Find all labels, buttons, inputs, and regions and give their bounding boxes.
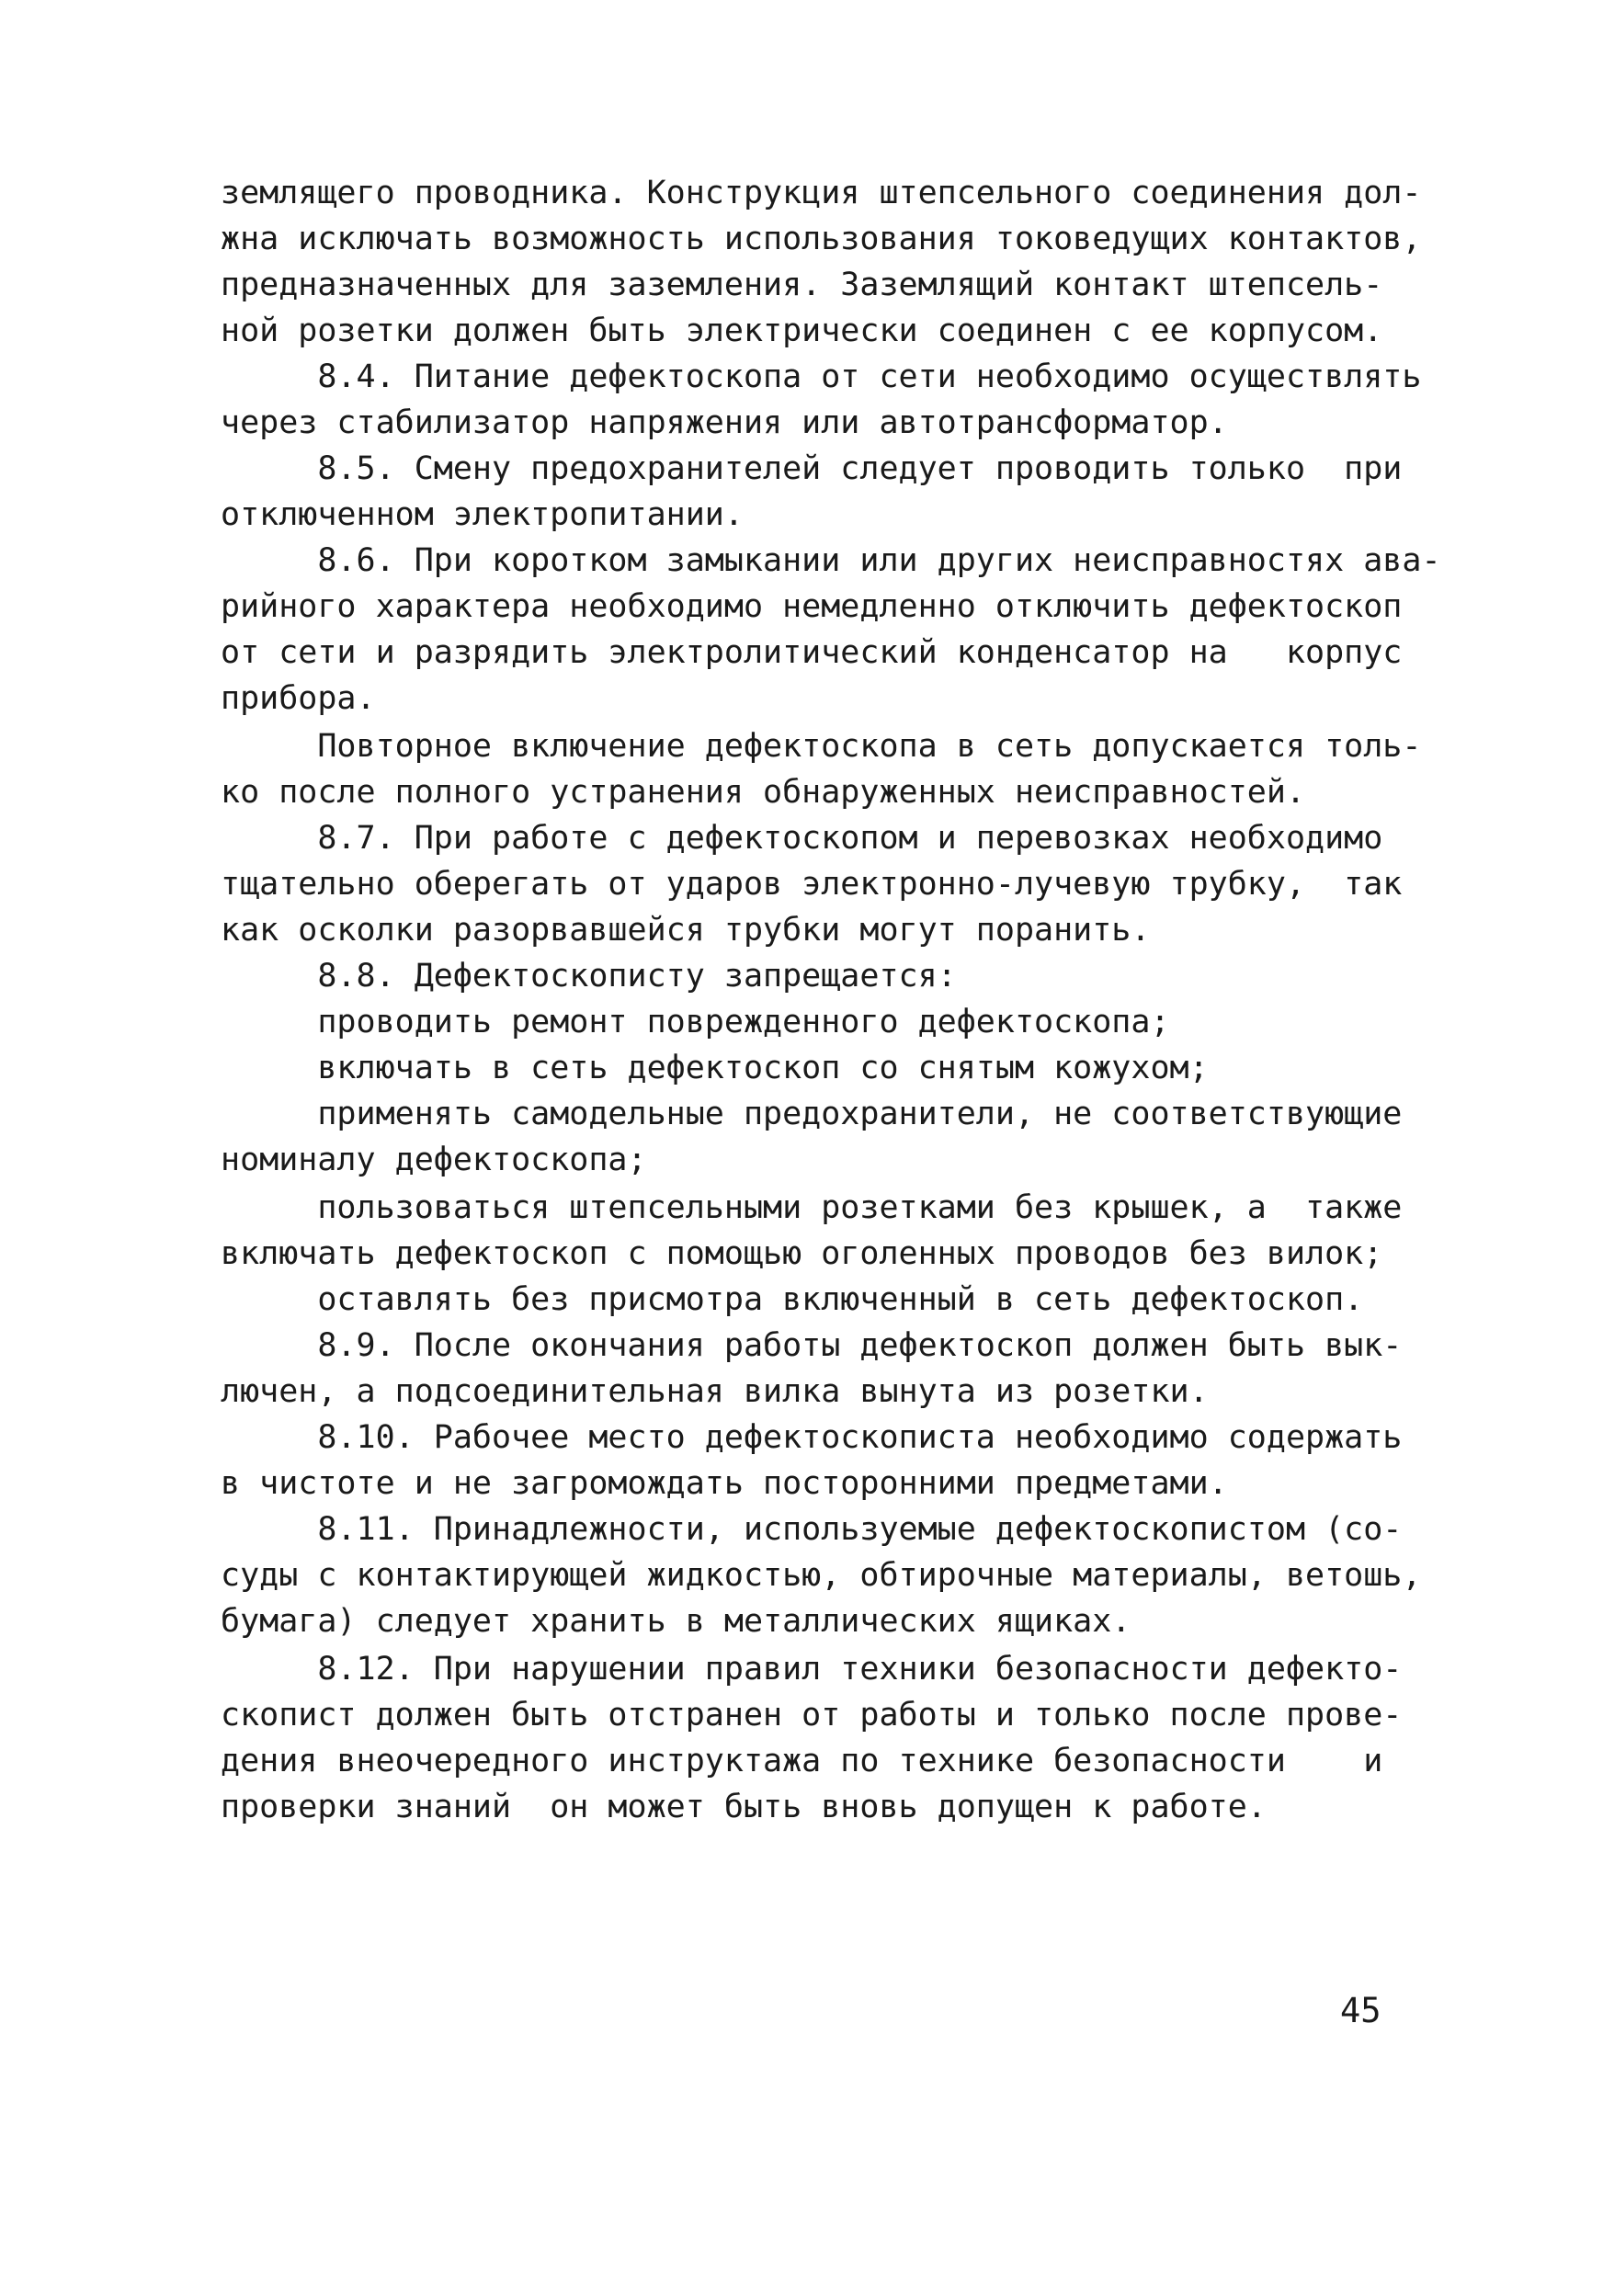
text-line: 8.6. При коротком замыкании или других неисправностях ава-	[221, 542, 1441, 579]
page-number: 45	[1340, 1991, 1381, 2030]
text-line: включать дефектоскоп с помощью оголенных проводов без вилок;	[221, 1235, 1383, 1272]
text-line: землящего проводника. Конструкция штепсельного соединения дол-	[221, 175, 1422, 211]
text-line: через стабилизатор напряжения или автотрансформатор.	[221, 404, 1228, 441]
text-line: 8.8. Дефектоскописту запрещается:	[221, 958, 957, 995]
text-line: оставлять без присмотра включенный в сеть дефектоскоп.	[221, 1281, 1364, 1318]
text-line: от сети и разрядить электролитический конденсатор на корпус	[221, 634, 1403, 671]
text-line: 8.12. При нарушении правил техники безопасности дефекто-	[221, 1651, 1403, 1688]
text-line: жна исключать возможность использования токоведущих контактов,	[221, 221, 1422, 257]
text-line: номиналу дефектоскопа;	[221, 1142, 647, 1178]
text-line: ной розетки должен быть электрически соединен с ее корпусом.	[221, 313, 1383, 349]
text-line: включать в сеть дефектоскоп со снятым кожухом;	[221, 1050, 1209, 1086]
text-line: применять самодельные предохранители, не соответствующие	[221, 1096, 1403, 1132]
text-line: Повторное включение дефектоскопа в сеть допускается толь-	[221, 728, 1422, 765]
text-line: предназначенных для заземления. Заземлящий контакт штепсель-	[221, 267, 1383, 303]
text-line: 8.10. Рабочее место дефектоскописта необходимо содержать	[221, 1419, 1403, 1456]
text-line: скопист должен быть отстранен от работы и только после прове-	[221, 1697, 1403, 1733]
text-line: тщательно оберегать от ударов электронно-лучевую трубку, так	[221, 866, 1403, 903]
text-line: 8.7. При работе с дефектоскопом и перевозках необходимо	[221, 820, 1383, 857]
text-line: пользоваться штепсельными розетками без крышек, а также	[221, 1189, 1403, 1226]
text-line: 8.5. Смену предохранителей следует проводить только при	[221, 450, 1403, 487]
text-line: бумага) следует хранить в металлических ящиках.	[221, 1603, 1131, 1640]
text-line: суды с контактирующей жидкостью, обтирочные материалы, ветошь,	[221, 1557, 1422, 1594]
text-line: рийного характера необходимо немедленно отключить дефектоскоп	[221, 588, 1403, 625]
text-line: лючен, а подсоединительная вилка вынута из розетки.	[221, 1373, 1209, 1410]
text-line: как осколки разорвавшейся трубки могут поранить.	[221, 912, 1151, 949]
text-line: в чистоте и не загромождать посторонними предметами.	[221, 1465, 1228, 1502]
text-line: прибора.	[221, 680, 376, 717]
text-line: 8.9. После окончания работы дефектоскоп должен быть вык-	[221, 1327, 1403, 1364]
text-line: проводить ремонт поврежденного дефектоскопа;	[221, 1004, 1170, 1040]
text-line: 8.4. Питание дефектоскопа от сети необходимо осуществлять	[221, 358, 1422, 395]
text-line: ко после полного устранения обнаруженных неисправностей.	[221, 774, 1306, 811]
text-line: дения внеочередного инструктажа по технике безопасности и	[221, 1743, 1383, 1779]
text-line: отключенном электропитании.	[221, 496, 744, 533]
text-line: 8.11. Принадлежности, используемые дефектоскопистом (со-	[221, 1511, 1403, 1548]
text-line: проверки знаний он может быть вновь допущен к работе.	[221, 1789, 1267, 1825]
